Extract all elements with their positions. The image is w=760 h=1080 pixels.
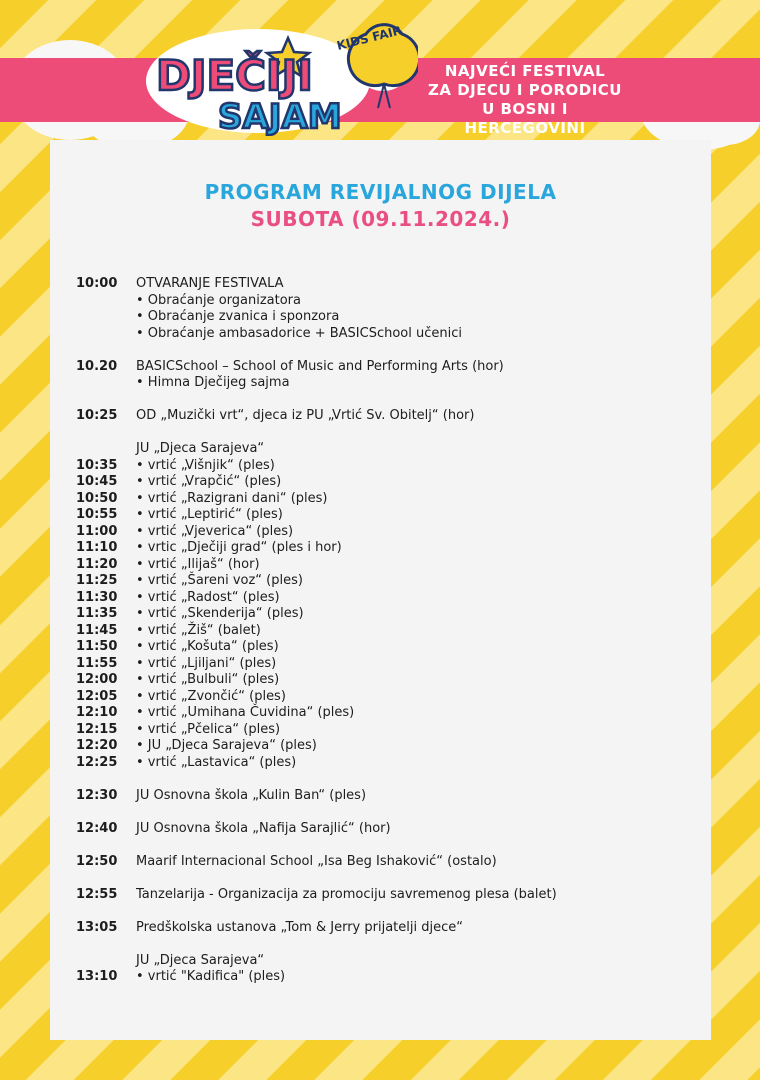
tagline-line: U BOSNI I HERCEGOVINI xyxy=(464,100,586,137)
schedule-item: Maarif Internacional School „Isa Beg Ishaković“ (ostalo) xyxy=(136,853,497,869)
schedule-item: • vrtić „Zvončić“ (ples) xyxy=(136,688,286,704)
schedule-row xyxy=(76,441,696,458)
schedule-row xyxy=(76,458,696,475)
festival-tagline xyxy=(420,62,630,138)
schedule-item: Tanzelarija - Organizacija za promociju savremenog plesa (balet) xyxy=(136,886,557,902)
schedule-row xyxy=(76,887,696,904)
schedule-time: 11:30 xyxy=(76,589,118,605)
schedule-row xyxy=(76,623,696,640)
schedule-row xyxy=(76,408,696,425)
schedule-row xyxy=(76,854,696,871)
schedule-item: OTVARANJE FESTIVALA xyxy=(136,276,284,291)
schedule-spacer xyxy=(76,425,696,442)
schedule-time: 11:50 xyxy=(76,639,118,654)
festival-logo xyxy=(138,16,418,136)
schedule-row xyxy=(76,788,696,805)
schedule-item: • Obraćanje organizatora xyxy=(136,292,301,308)
schedule-time: 10:00 xyxy=(76,276,118,291)
schedule-time: 12:50 xyxy=(76,853,118,869)
schedule-row xyxy=(76,755,696,772)
schedule-item: OD „Muzički vrt“, djeca iz PU „Vrtić Sv. Obitelj“ (hor) xyxy=(136,408,475,423)
schedule-time xyxy=(76,309,136,326)
schedule-item: • vrtić „Pčelica“ (ples) xyxy=(136,721,281,737)
schedule-item: • vrtić „Višnjik“ (ples) xyxy=(136,457,275,473)
schedule-row xyxy=(76,524,696,541)
schedule-item: • vrtić „Radost“ (ples) xyxy=(136,589,280,605)
schedule-item: BASICSchool – School of Music and Performing Arts (hor) xyxy=(136,358,504,374)
schedule-row xyxy=(76,689,696,706)
schedule-spacer xyxy=(76,837,696,854)
schedule-row xyxy=(76,722,696,739)
schedule-item: JU „Djeca Sarajeva“ xyxy=(136,441,265,456)
schedule-row xyxy=(76,557,696,574)
tagline-line: ZA DJECU I PORODICU xyxy=(428,81,622,99)
schedule-time: 12:25 xyxy=(76,754,118,770)
schedule-time: 11:10 xyxy=(76,540,118,555)
schedule-time: 10:45 xyxy=(76,474,118,489)
schedule-time xyxy=(76,441,136,458)
schedule-item: • vrtić „Vrapčić“ (ples) xyxy=(136,474,282,489)
schedule-row xyxy=(76,920,696,937)
schedule-row xyxy=(76,309,696,326)
schedule-item: • vrtić „Ilijaš“ (hor) xyxy=(136,556,260,572)
schedule-item: • Obraćanje ambasadorice + BASICSchool učenici xyxy=(136,325,463,341)
schedule-row xyxy=(76,293,696,310)
schedule-time: 11:20 xyxy=(76,556,118,572)
schedule-time: 12:20 xyxy=(76,738,118,753)
schedule-time: 10.20 xyxy=(76,358,118,374)
schedule-row xyxy=(76,573,696,590)
schedule-time: 11:25 xyxy=(76,573,118,588)
schedule-item: • vrtić „Bulbuli“ (ples) xyxy=(136,672,280,687)
schedule-item: JU Osnovna škola „Kulin Ban“ (ples) xyxy=(136,787,367,803)
schedule-item: • vrtić „Vjeverica“ (ples) xyxy=(136,523,294,539)
schedule-item: • vrtic „Dječiji grad“ (ples i hor) xyxy=(136,540,342,555)
schedule-row xyxy=(76,326,696,343)
schedule-time: 13:05 xyxy=(76,919,118,935)
schedule-time xyxy=(76,293,136,310)
schedule-row xyxy=(76,276,696,293)
schedule-row xyxy=(76,738,696,755)
schedule-time: 10:55 xyxy=(76,507,118,522)
schedule-row xyxy=(76,705,696,722)
schedule-item: • vrtić "Kadifica" (ples) xyxy=(136,969,286,984)
schedule-row xyxy=(76,359,696,376)
schedule-item: • vrtić „Šareni voz“ (ples) xyxy=(136,573,303,588)
program-title: PROGRAM REVIJALNOG DIJELA xyxy=(204,180,557,204)
schedule-row xyxy=(76,639,696,656)
schedule-item: • vrtić „Lastavica“ (ples) xyxy=(136,754,297,770)
schedule-time: 13:10 xyxy=(76,969,118,984)
logo-line2: SAJAM xyxy=(218,97,342,136)
schedule-row xyxy=(76,672,696,689)
schedule-time: 10:35 xyxy=(76,457,118,473)
schedule-time: 12:30 xyxy=(76,787,118,803)
logo-line1: DJEČIJI xyxy=(156,51,313,100)
schedule-spacer xyxy=(76,771,696,788)
schedule-item: • vrtić „Košuta“ (ples) xyxy=(136,639,279,654)
schedule-time: 12:15 xyxy=(76,721,118,737)
schedule-item: • vrtić „Žiš“ (balet) xyxy=(136,622,261,638)
schedule-item: • vrtić „Ljiljani“ (ples) xyxy=(136,655,277,671)
schedule-row xyxy=(76,507,696,524)
program-day: SUBOTA (09.11.2024.) xyxy=(250,207,511,231)
tagline-line: NAJVEĆI FESTIVAL xyxy=(444,62,606,80)
schedule-row xyxy=(76,540,696,557)
schedule-time: 11:00 xyxy=(76,523,118,539)
schedule-time: 11:35 xyxy=(76,606,118,621)
schedule-spacer xyxy=(76,903,696,920)
schedule-spacer xyxy=(76,936,696,953)
schedule-time: 10:50 xyxy=(76,490,118,506)
schedule-time: 12:05 xyxy=(76,688,118,704)
schedule-item: • Himna Dječijeg sajma xyxy=(136,375,290,390)
schedule-item: • vrtić „Razigrani dani“ (ples) xyxy=(136,490,328,506)
schedule-spacer xyxy=(76,392,696,409)
schedule-row xyxy=(76,491,696,508)
schedule-time: 10:25 xyxy=(76,408,118,423)
schedule-item: • vrtić „Leptirić“ (ples) xyxy=(136,507,283,522)
logo-badge: KIDS FAIR xyxy=(335,23,404,53)
schedule-time xyxy=(76,953,136,970)
schedule-row xyxy=(76,821,696,838)
schedule-row xyxy=(76,590,696,607)
schedule-time: 12:10 xyxy=(76,705,118,720)
schedule-list xyxy=(76,276,696,986)
schedule-time: 12:40 xyxy=(76,820,118,836)
schedule-item: • vrtić „Skenderija“ (ples) xyxy=(136,606,304,621)
schedule-item: • vrtić „Umihana Čuvidina“ (ples) xyxy=(136,705,355,720)
schedule-row xyxy=(76,969,696,986)
program-card xyxy=(50,140,711,1040)
schedule-item: • JU „Djeca Sarajeva“ (ples) xyxy=(136,738,317,753)
schedule-row xyxy=(76,953,696,970)
schedule-row xyxy=(76,474,696,491)
schedule-time xyxy=(76,326,136,343)
schedule-item: JU „Djeca Sarajeva“ xyxy=(136,952,265,968)
schedule-spacer xyxy=(76,342,696,359)
schedule-row xyxy=(76,606,696,623)
schedule-time xyxy=(76,375,136,392)
schedule-row xyxy=(76,375,696,392)
schedule-time: 11:45 xyxy=(76,622,118,638)
schedule-spacer xyxy=(76,870,696,887)
schedule-spacer xyxy=(76,804,696,821)
schedule-time: 12:00 xyxy=(76,672,118,687)
schedule-item: Predškolska ustanova „Tom & Jerry prijatelji djece“ xyxy=(136,919,463,935)
schedule-item: JU Osnovna škola „Nafija Sarajlić“ (hor) xyxy=(136,820,391,836)
schedule-time: 12:55 xyxy=(76,886,118,902)
schedule-item: • Obraćanje zvanica i sponzora xyxy=(136,309,340,324)
schedule-time: 11:55 xyxy=(76,655,118,671)
schedule-row xyxy=(76,656,696,673)
